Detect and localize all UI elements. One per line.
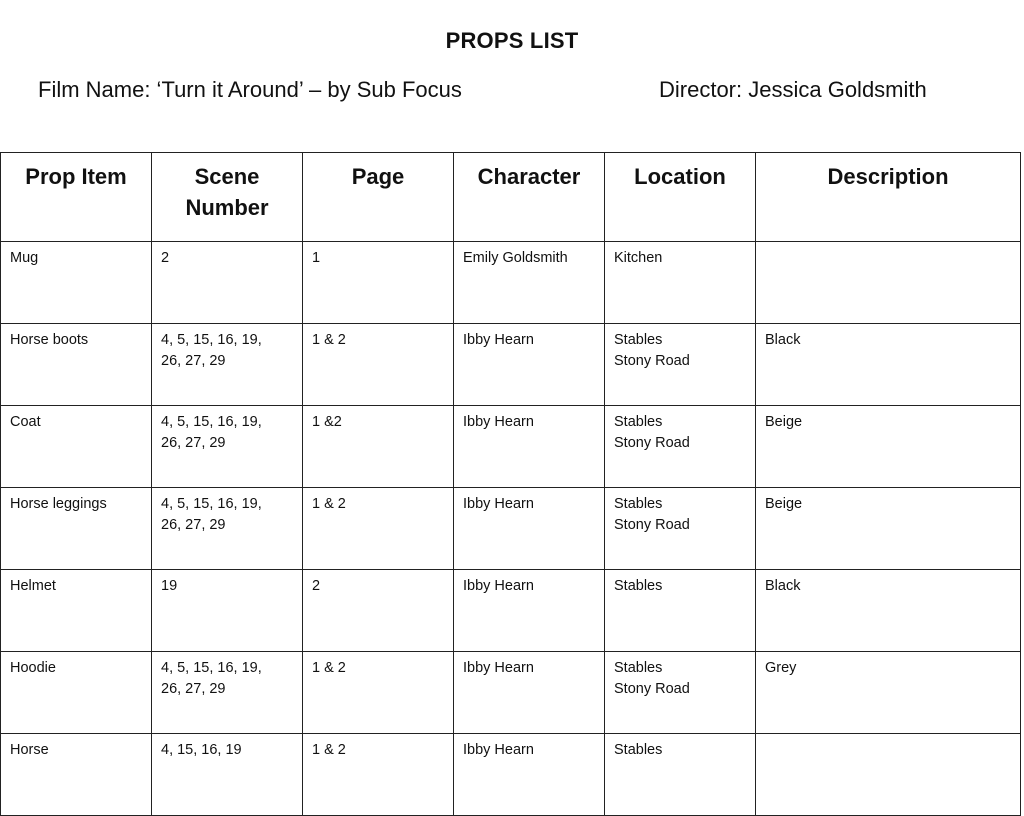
location-cell (605, 324, 756, 406)
page-cell (303, 652, 454, 734)
cell-text: Horse boots (10, 332, 89, 348)
description-cell (756, 488, 1021, 570)
cell-text: Stony Road (614, 352, 690, 369)
location-cell (605, 488, 756, 570)
cell-text: Hoodie (10, 660, 56, 676)
cell-text: Stables (614, 578, 663, 594)
description-cell (756, 734, 1021, 816)
column-header-text: Prop Item (25, 164, 127, 189)
cell-text: Ibby Hearn (463, 414, 534, 430)
cell-text: 1 (312, 250, 321, 266)
location-cell (605, 570, 756, 652)
cell-text: Stables (614, 660, 663, 676)
cell-text: Black (765, 578, 801, 594)
cell-text: Stables (614, 742, 663, 758)
cell-text: 4, 15, 16, 19 (161, 742, 242, 758)
cell-text: Stables (614, 496, 663, 512)
table-row (1, 652, 1021, 734)
location-cell (605, 406, 756, 488)
cell-text: 19 (161, 578, 178, 594)
cell-text: Horse (10, 742, 49, 758)
cell-text: 1 & 2 (312, 742, 346, 758)
cell-text: 4, 5, 15, 16, 19, (161, 660, 262, 676)
description-cell (756, 406, 1021, 488)
cell-text: Beige (765, 414, 803, 430)
page-cell (303, 488, 454, 570)
cell-text: Kitchen (614, 250, 663, 266)
cell-text: 2 (312, 578, 321, 594)
cell-text: Beige (765, 496, 803, 512)
cell-text: 26, 27, 29 (161, 680, 226, 697)
cell-text: Ibby Hearn (463, 660, 534, 676)
cell-text: 4, 5, 15, 16, 19, (161, 332, 262, 348)
cell-text: 1 & 2 (312, 496, 346, 512)
prop-item-cell (1, 652, 152, 734)
cell-text: Emily Goldsmith (463, 250, 568, 266)
page-cell (303, 324, 454, 406)
cell-text: Ibby Hearn (463, 742, 534, 758)
column-header (1, 153, 152, 242)
cell-text: 4, 5, 15, 16, 19, (161, 496, 262, 512)
cell-text: Horse leggings (10, 496, 107, 512)
cell-text: Ibby Hearn (463, 332, 534, 348)
page-cell (303, 734, 454, 816)
column-header-text: Description (827, 164, 949, 189)
page-cell (303, 406, 454, 488)
description-cell (756, 324, 1021, 406)
props-table (0, 152, 1021, 816)
character-cell (454, 734, 605, 816)
cell-text: Ibby Hearn (463, 496, 534, 512)
cell-text: 4, 5, 15, 16, 19, (161, 414, 262, 430)
cell-text: 26, 27, 29 (161, 516, 226, 533)
cell-text: 1 & 2 (312, 660, 346, 676)
location-cell (605, 734, 756, 816)
page-cell (303, 242, 454, 324)
film-name: Film Name: ‘Turn it Around’ – by Sub Focus (38, 77, 462, 102)
scene-number-cell (152, 406, 303, 488)
cell-text: Stony Road (614, 516, 690, 533)
description-cell (756, 652, 1021, 734)
column-header-text: Number (185, 195, 269, 220)
cell-text: Ibby Hearn (463, 578, 534, 594)
column-header (605, 153, 756, 242)
column-header-text: Character (477, 164, 581, 189)
cell-text: Stables (614, 414, 663, 430)
description-cell (756, 242, 1021, 324)
cell-text: 2 (161, 250, 170, 266)
table-body (1, 242, 1021, 816)
prop-item-cell (1, 570, 152, 652)
prop-item-cell (1, 488, 152, 570)
column-header-text: Scene (194, 164, 260, 189)
cell-text: Stony Road (614, 680, 690, 697)
column-header (152, 153, 303, 242)
location-cell (605, 652, 756, 734)
cell-text: Stony Road (614, 434, 690, 451)
location-cell (605, 242, 756, 324)
table-row (1, 734, 1021, 816)
description-cell (756, 570, 1021, 652)
prop-item-cell (1, 324, 152, 406)
character-cell (454, 242, 605, 324)
column-header-text: Page (351, 164, 405, 189)
cell-text: 26, 27, 29 (161, 434, 226, 451)
character-cell (454, 324, 605, 406)
character-cell (454, 652, 605, 734)
character-cell (454, 406, 605, 488)
page-cell (303, 570, 454, 652)
prop-item-cell (1, 242, 152, 324)
prop-item-cell (1, 734, 152, 816)
cell-text: 1 & 2 (312, 332, 346, 348)
cell-text: Mug (10, 250, 39, 266)
cell-text: Coat (10, 414, 41, 430)
character-cell (454, 488, 605, 570)
cell-text: Grey (765, 660, 797, 676)
cell-text: Stables (614, 332, 663, 348)
cell-text: Helmet (10, 578, 56, 594)
scene-number-cell (152, 488, 303, 570)
cell-text: Black (765, 332, 801, 348)
page-title: PROPS LIST (445, 28, 579, 53)
scene-number-cell (152, 570, 303, 652)
table-row (1, 570, 1021, 652)
table-row (1, 488, 1021, 570)
column-header (756, 153, 1021, 242)
character-cell (454, 570, 605, 652)
column-header (454, 153, 605, 242)
column-header-text: Location (634, 164, 726, 189)
scene-number-cell (152, 734, 303, 816)
column-header (303, 153, 454, 242)
scene-number-cell (152, 324, 303, 406)
scene-number-cell (152, 652, 303, 734)
cell-text: 1 &2 (312, 414, 342, 430)
cell-text: 26, 27, 29 (161, 352, 226, 369)
director-name: Director: Jessica Goldsmith (659, 77, 927, 102)
table-row (1, 406, 1021, 488)
scene-number-cell (152, 242, 303, 324)
prop-item-cell (1, 406, 152, 488)
table-header (1, 153, 1021, 242)
table-row (1, 242, 1021, 324)
header-row (1, 153, 1021, 242)
table-row (1, 324, 1021, 406)
